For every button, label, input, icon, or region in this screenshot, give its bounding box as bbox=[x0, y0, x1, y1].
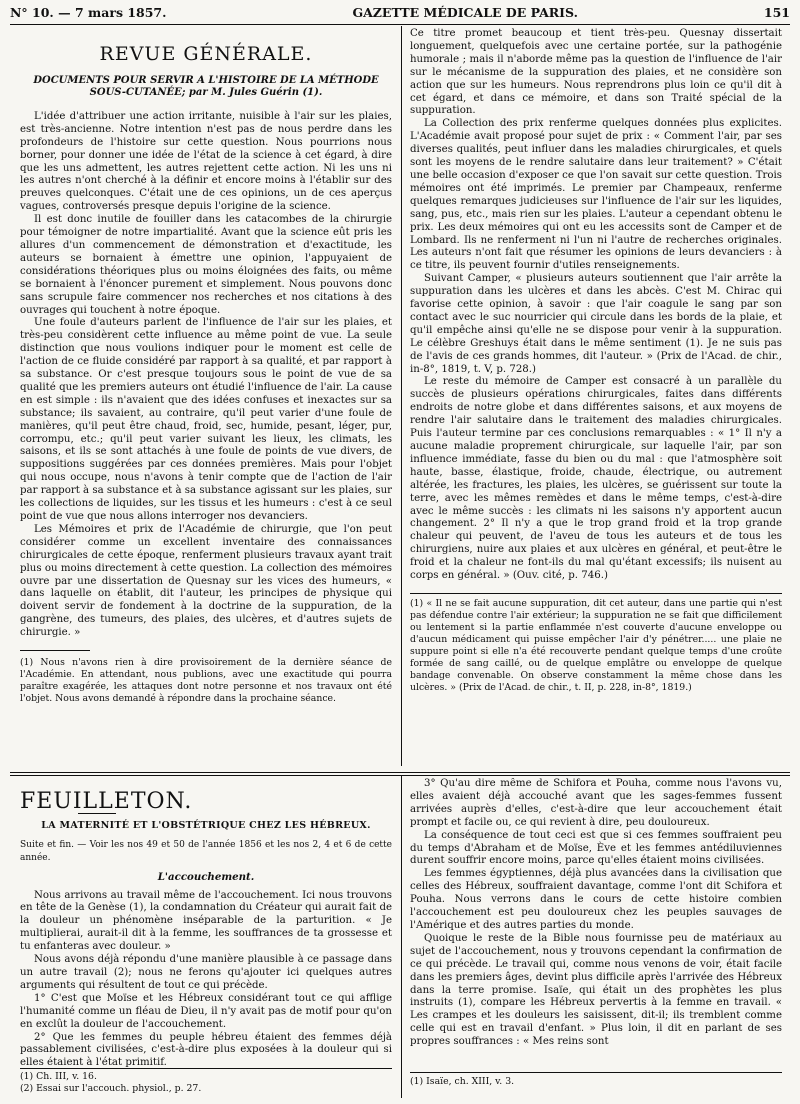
paragraph: Une foule d'auteurs parlent de l'influence de l'air sur les plaies, et très-peu considèrent cette influence au même point de vue. La seule distinction que nous voulions indiquer pour le moment est celle de l'action de ce fluide considéré par rapport à sa qualité, et par rapport à sa substance. Or c'est presque toujours sous le point de vue de sa qualité que les premiers auteurs ont étudié l'influence de l'air. La cause en est simple : ils n'avaient que des idées confuses et inexactes sur sa substance; ils savaient, au contraire, qu'il peut varier d'une foule de manières, qu'il peut être chaud, froid, sec, humide, pesant, léger, pur, corrompu, etc.; qu'il peut varier suivant les lieux, les climats, les saisons, et ils se sont attachés à une foule de points de vue divers, de suppositions suggérées par ces données premières. Mais pour l'objet qui nous occupe, nous n'avons à tenir compte que de l'action de l'air par rapport à sa substance et à sa substance agissant sur les plaies, sur les collections de liquides, sur les tissus et les humeurs : c'est à ce seul point de vue que nous allons interroger nos devanciers. bbox=[20, 317, 392, 522]
paragraph: La Collection des prix renferme quelques données plus explicites. L'Académie avait proposé pour sujet de prix : « Comment l'air, par ses diverses qualités, peut influer dans les maladies chirurgicales, et quels sont les moyens de le rendre salutaire dans leur traitement? » C'était une belle occasion d'exposer ce que l'on savait sur cette question. Trois mémoires ont été imprimés. Le premier par Champeaux, renferme quelques remarques judicieuses sur l'influence de l'air sur les liquides, sang, pus, etc., mais rien sur les plaies. L'auteur a cependant obtenu le prix. Les deux mémoires qui ont eu les accessits sont de Camper et de Lombard. Ils ne renferment ni l'un ni l'autre de recherches originales. Les auteurs n'ont fait que résumer les opinions de leurs devanciers : à ce titre, ils peuvent fournir d'utiles renseignements. bbox=[410, 118, 782, 272]
paragraph: L'idée d'attribuer une action irritante, nuisible à l'air sur les plaies, est très-ancienne. Notre intention n'est pas de nous perdre dans les profondeurs de l'histoire sur cette question. Nous pourrions nous borner, pour donner une idée de l'état de la science à cet égard, à dire que les uns admettent, les autres rejettent cette action. Ni les uns ni les autres n'ont cherché à la définir et encore moins à l'établir sur des preuves quelconques. C'était une de ces opinions, un de ces aperçus vagues, controversés presque depuis l'origine de la science. bbox=[20, 110, 392, 213]
header-rule bbox=[10, 24, 790, 25]
paragraph: 1° C'est que Moïse et les Hébreux considérant tout ce qui afflige l'humanité comme un fléau de Dieu, il n'y avait pas de motif pour qu'on en exclût la douleur de l'accouchement. bbox=[20, 992, 392, 1030]
feuilleton-subtitle: LA MATERNITÉ ET L'OBSTÉTRIQUE CHEZ LES HÉBREUX. bbox=[41, 819, 371, 831]
paragraph: Suivant Camper, « plusieurs auteurs soutiennent que l'air arrête la suppuration dans les ulcères et dans les abcès. C'est M. Chirac qui favorise cette opinion, à savoir : que l'air coagule le sang par son contact avec le suc nourricier qui circule dans les bords de la plaie, et qu'il empêche ainsi qu'elle ne se dispose pour venir à la suppuration. Le célèbre Greshuys était dans le même sentiment (1). Je ne suis pas de l'avis de ces grands hommes, dit l'auteur. » (Prix de l'Acad. de chir., in-8°, 1819, t. V, p. 728.) bbox=[410, 273, 782, 375]
right-column bbox=[410, 28, 782, 768]
page-header bbox=[10, 2, 790, 22]
footnote: (1) Ch. III, v. 16. bbox=[20, 1071, 97, 1082]
footnote: (1) Isaïe, ch. XIII, v. 3. bbox=[410, 1076, 515, 1087]
paragraph: La conséquence de tout ceci est que si ces femmes souffraient peu du temps d'Abraham et de Moïse, Ève et les femmes antédiluviennes durent souffrir encore moins, parce qu'elles étaient moins civilisées. bbox=[410, 829, 782, 867]
column-divider bbox=[401, 26, 402, 766]
feuilleton-right-footnote bbox=[410, 1072, 782, 1088]
feuilleton-left-column bbox=[20, 780, 392, 1098]
feuilleton-right-column bbox=[410, 778, 782, 1070]
revue-generale-column bbox=[20, 30, 392, 742]
section-heading: L'accouchement. bbox=[157, 870, 255, 883]
paragraph: Quoique le reste de la Bible nous fournisse peu de matériaux au sujet de l'accouchement, nous y trouvons cependant la confirmation de ce qui précède. Le travail qui, comme nous venons de voir, était facile dans les premiers âges, devint plus difficile après l'arrivée des Hébreux dans la terre promise. Isaïe, qui était un des prophètes les plus instruits (1), compare les Hébreux pervertis à la femme en travail. « Les crampes et les douleurs les saisissent, dit-il; ils tremblent comme celle qui est en travail d'enfant. » Plus loin, il dit en parlant de ses propres souffrances : « Mes reins sont bbox=[410, 932, 782, 1048]
paragraph: Les femmes égyptiennes, déjà plus avancées dans la civilisation que celles des Hébreux, souffraient davantage, comme l'ont dit Schifora et Pouha. Nous verrons dans le cours de cette histoire combien l'accouchement est peu douloureux chez les peuples sauvages de l'Amérique et des autres parties du monde. bbox=[410, 868, 782, 931]
section-title: REVUE GÉNÉRALE. bbox=[99, 43, 313, 65]
column-divider bbox=[401, 776, 402, 1098]
journal-title: GAZETTE MÉDICALE DE PARIS. bbox=[352, 4, 578, 20]
paragraph: 3° Qu'au dire même de Schifora et Pouha, comme nous l'avons vu, elles avaient déjà accouché avant que les sages-femmes fussent arrivées auprès d'elles, c'est-à-dire que leur accouchement était prompt et facile ou, ce qui revient à dire, peu douloureux. bbox=[410, 778, 782, 828]
article-subtitle: DOCUMENTS POUR SERVIR A L'HISTOIRE DE LA MÉTHODE SOUS-CUTANÉE; par M. Jules Guérin (1). bbox=[33, 74, 379, 98]
footnote: (1) « Il ne se fait aucune suppuration, dit cet auteur, dans une partie qui n'est pas défendue contre l'air extérieur; la suppuration ne se fait que difficilement ou lentement si la partie enflammée n'est couverte d'aucune enveloppe ou d'aucun médicament qui puisse empêcher l'air d'y pénétrer..... une plaie ne suppure point si elle n'a été recouverte pendant quelque temps d'une croûte formée de sang caillé, ou de quelque emplâtre ou enveloppe de quelque bandage convenable. On observe constamment la même chose dans les ulcères. » (Prix de l'Acad. de chir., t. II, p. 228, in-8°, 1819.) bbox=[410, 597, 782, 693]
paragraph: 2° Que les femmes du peuple hébreu étaient des femmes déjà passablement civilisées, c'est-à-dire plus exposées à la douleur qui si elles étaient à l'état primitif. bbox=[20, 1031, 392, 1069]
paragraph: Il est donc inutile de fouiller dans les catacombes de la chirurgie pour témoigner de notre impartialité. Avant que la science eût pris les allures d'un commencement de démonstration et d'exactitude, les auteurs se bornaient à émettre une opinion, l'appuyaient de considérations théoriques plus ou moins éloignées des faits, ou même se bornaient à l'énoncer purement et simplement. Nous pouvons donc sans scrupule faire commencer nos recherches et nos citations à des ouvrages qui touchent à notre époque. bbox=[20, 214, 392, 316]
footnote-rule bbox=[20, 650, 90, 651]
paragraph: Nous avons déjà répondu d'une manière plausible à ce passage dans un autre travail (2); nous ne ferons qu'ajouter ici quelques autres arguments qui résultent de tout ce qui précède. bbox=[20, 954, 392, 991]
series-note: Suite et fin. — Voir les nos 49 et 50 de l'année 1856 et les nos 2, 4 et 6 de cette année. bbox=[20, 839, 392, 863]
paragraph: Ce titre promet beaucoup et tient très-peu. Quesnay dissertait longuement, quelquefois avec une certaine portée, sur la pathogénie humorale ; mais il n'aborde même pas la question de l'influence de l'air sur le mécanisme de la suppuration des plaies, et ne considère son action que sur les humeurs. Nous reprendrons plus loin ce qu'il dit à cet égard, et dans ce mémoire, et dans son Traité spécial de la suppuration. bbox=[410, 28, 782, 117]
paragraph: Nous arrivons au travail même de l'accouchement. Ici nous trouvons en tête de la Genèse (1), la condamnation du Créateur qui aurait fait de la douleur un phénomène inséparable de la parturition. « Je multiplierai, aurait-il dit à la femme, les souffrances de ta grossesse et tu enfanteras avec douleur. » bbox=[20, 889, 392, 953]
footnote-rule bbox=[20, 1068, 392, 1069]
paragraph: Le reste du mémoire de Camper est consacré à un parallèle du succès de plusieurs opérations chirurgicales, faites dans différents endroits de notre globe et dans différentes saisons, et aux moyens de rendre l'air salutaire dans le traitement des maladies chirurgicales. Puis l'auteur termine par ces conclusions remarquables : « 1° Il n'y a aucune maladie proprement chirurgicale, sur laquelle l'air, par son influence immédiate, fasse du bien ou du mal : que l'atmosphère soit haute, basse, élastique, froide, chaude, électrique, ou autrement altérée, les fractures, les plaies, les ulcères, se guérissent sur toute la terre, avec les mêmes remèdes et dans le même temps, c'est-à-dire avec le même succès : les climats ni les saisons n'y apportent aucun changement. 2° Il n'y a que le trop grand froid et la trop grande chaleur qui peuvent, de l'aveu de tous les auteurs et de tous les chirurgiens, nuire aux plaies et aux ulcères en général, et peut-être le froid et la chaleur ne font-ils du mal qu'étant excessifs; ils nuisent au corps en général. » (Ouv. cité, p. 746.) bbox=[410, 376, 782, 582]
feuilleton-title: FEUILLETON. bbox=[20, 789, 193, 814]
page-number: 151 bbox=[763, 4, 790, 20]
feuilleton-separator bbox=[10, 772, 790, 776]
feuilleton-footnotes bbox=[20, 1068, 392, 1095]
issue-date: N° 10. — 7 mars 1857. bbox=[10, 4, 167, 20]
footnote-rule bbox=[410, 593, 782, 594]
footnote: (2) Essai sur l'accouch. physiol., p. 27. bbox=[20, 1083, 202, 1094]
paragraph: Les Mémoires et prix de l'Académie de chirurgie, que l'on peut considérer comme un excellent inventaire des connaissances chirurgicales de cette époque, renferment plusieurs travaux ayant trait plus ou moins directement à cette question. La collection des mémoires ouvre par une dissertation de Quesnay sur les vices des humeurs, « dans laquelle on établit, dit l'auteur, les principes de physique qui doivent servir de fondement à la doctrine de la suppuration, de la gangrène, des tumeurs, des plaies, des ulcères, et d'autres sujets de chirurgie. » bbox=[20, 523, 392, 639]
footnote: (1) Nous n'avons rien à dire provisoirement de la dernière séance de l'Académie. En attendant, nous publions, avec une exactitude qui pourra paraître exagérée, les attaques dont notre personne et nos travaux ont été l'objet. Nous avons demandé à répondre dans la prochaine séance. bbox=[20, 657, 392, 705]
footnote-rule bbox=[410, 1072, 782, 1073]
